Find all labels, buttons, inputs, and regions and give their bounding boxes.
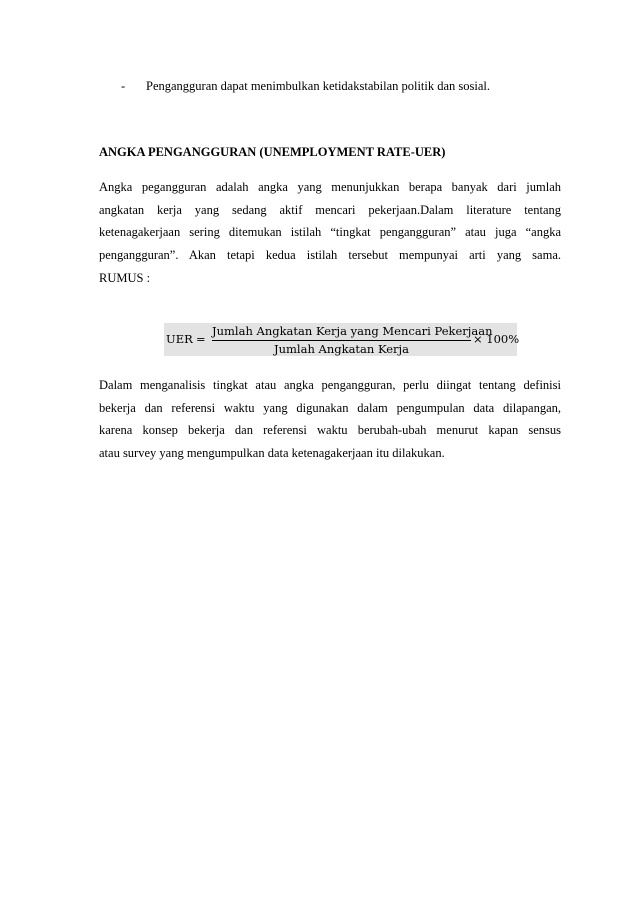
formula-label: RUMUS :: [99, 270, 151, 285]
formula-multiplier: × 100%: [473, 332, 520, 346]
uer-formula: [164, 323, 520, 356]
formula-denominator: Jumlah Angkatan Kerja: [274, 342, 409, 356]
paragraph-analysis: [99, 374, 561, 465]
paragraph-line: bekerja dan referensi waktu yang digunakan dalam pengumpulan data dilapangan,: [99, 400, 561, 415]
bullet-marker: -: [121, 79, 126, 93]
paragraph-line: angkatan kerja yang sedang aktif mencari pekerjaan.Dalam literature tentang: [99, 202, 561, 217]
paragraph-line: Angka pegangguran adalah angka yang menunjukkan berapa banyak dari jumlah: [99, 180, 561, 194]
formula-numerator: Jumlah Angkatan Kerja yang Mencari Pekerjaan: [212, 323, 471, 341]
paragraph-definition: [99, 176, 561, 290]
bullet-text: Pengangguran dapat menimbulkan ketidakstabilan politik dan sosial.: [146, 79, 491, 93]
paragraph-line: karena konsep bekerja dan referensi waktu berubah-ubah menurut kapan sensus: [99, 423, 561, 438]
section-heading: ANGKA PENGANGGURAN (UNEMPLOYMENT RATE-UER): [99, 145, 446, 159]
paragraph-line: ketenagakerjaan sering ditemukan istilah “tingkat pengangguran” atau juga “angka: [99, 225, 561, 240]
formula-lhs: UER: [166, 332, 193, 346]
paragraph-line: atau survey yang mengumpulkan data ketenagakerjaan itu dilakukan.: [99, 446, 445, 461]
paragraph-line: Dalam menganalisis tingkat atau angka pengangguran, perlu diingat tentang definisi: [99, 378, 561, 392]
paragraph-line: pengangguran”. Akan tetapi kedua istilah tersebut mempunyai arti yang sama.: [99, 248, 561, 263]
formula-equals: =: [196, 332, 206, 346]
formula-fraction: [212, 323, 493, 357]
